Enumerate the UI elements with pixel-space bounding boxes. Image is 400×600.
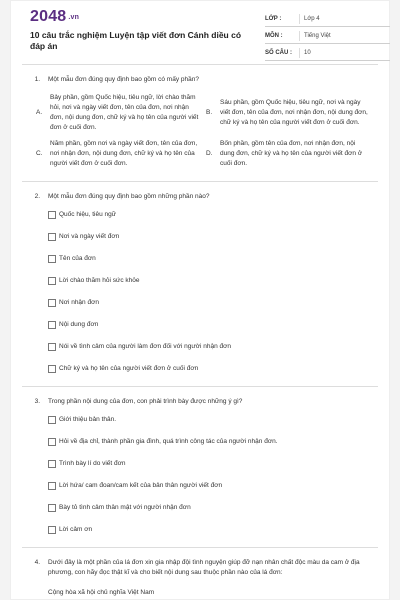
checkbox-option[interactable]	[48, 232, 378, 242]
checkbox[interactable]	[48, 438, 56, 446]
meta-label: SỐ CÂU :	[265, 50, 292, 56]
checkbox-option[interactable]	[48, 342, 378, 352]
checkbox-label: Nơi nhận đơn	[59, 299, 99, 306]
choice-letter: D.	[206, 150, 213, 157]
question-2	[22, 192, 378, 374]
question-text: Trong phần nội dung của đơn, con phải trình bày được những ý gì?	[48, 398, 243, 405]
meta-row-subject	[265, 29, 390, 44]
checkbox[interactable]	[48, 460, 56, 468]
checkbox-option[interactable]	[48, 210, 378, 220]
checkbox-label: Giới thiệu bản thân.	[59, 416, 117, 423]
meta-row-count	[265, 46, 390, 61]
meta-label: LỚP :	[265, 16, 282, 22]
checkbox[interactable]	[48, 482, 56, 490]
choice-grid	[22, 93, 378, 169]
checkbox-label: Trình bày lí do viết đơn	[59, 460, 126, 467]
question-number: 4.	[34, 559, 40, 566]
checkbox-label: Nơi và ngày viết đơn	[59, 233, 120, 240]
checkbox-option[interactable]	[48, 437, 378, 447]
question-text: Dưới đây là một phần của lá đơn xin gia nhập đội tình nguyện giúp đỡ nạn nhân chất độc màu da cam ở địa phương, con hãy đọc thật kĩ và cho biết nội dung sau thuộc phần nào của lá đơn:	[48, 559, 360, 576]
checkbox-option[interactable]	[48, 298, 378, 308]
brand-logo-suffix: .vn	[68, 14, 80, 21]
question-3	[22, 397, 378, 535]
divider	[22, 181, 378, 182]
choice-letter: A.	[36, 109, 43, 116]
quoted-line: Cộng hòa xã hội chủ nghĩa Việt Nam	[48, 589, 155, 596]
checkbox[interactable]	[48, 277, 56, 285]
checkbox[interactable]	[48, 416, 56, 424]
meta-value: 10	[299, 48, 311, 58]
checkbox[interactable]	[48, 526, 56, 534]
question-1	[22, 75, 378, 169]
choice-d[interactable]	[206, 139, 370, 169]
document-header	[22, 8, 378, 65]
document-meta	[265, 12, 390, 63]
checkbox-label: Lời cảm ơn	[59, 526, 93, 533]
checkbox-list	[22, 210, 378, 374]
brand-logo-text: 2048	[30, 8, 67, 25]
checkbox-option[interactable]	[48, 503, 378, 513]
checkbox[interactable]	[48, 299, 56, 307]
choice-letter: B.	[206, 109, 213, 116]
question-4	[22, 558, 378, 598]
meta-value: Lớp 4	[299, 14, 320, 24]
choice-c[interactable]	[36, 139, 200, 169]
choice-letter: C.	[36, 150, 43, 157]
checkbox[interactable]	[48, 321, 56, 329]
checkbox[interactable]	[48, 211, 56, 219]
checkbox-option[interactable]	[48, 364, 378, 374]
checkbox-option[interactable]	[48, 481, 378, 491]
checkbox-option[interactable]	[48, 459, 378, 469]
meta-row-grade	[265, 12, 390, 27]
checkbox-option[interactable]	[48, 320, 378, 330]
choice-b[interactable]	[206, 93, 370, 133]
checkbox-option[interactable]	[48, 525, 378, 535]
checkbox-option[interactable]	[48, 254, 378, 264]
checkbox[interactable]	[48, 233, 56, 241]
checkbox-label: Nói về tình cảm của người làm đơn đối với người nhận đơn	[59, 343, 232, 350]
brand-logo[interactable]	[30, 8, 79, 26]
checkbox-label: Chữ ký và họ tên của người viết đơn ở cuối đơn	[59, 365, 199, 372]
checkbox-label: Bày tỏ tình cảm thân mật với người nhận đơn	[59, 504, 191, 511]
checkbox[interactable]	[48, 255, 56, 263]
checkbox[interactable]	[48, 504, 56, 512]
page-title: 10 câu trắc nghiệm Luyện tập viết đơn Cánh diều có đáp án	[30, 30, 242, 51]
choice-text: Sáu phần, gồm Quốc hiệu, tiêu ngữ, nơi và ngày viết đơn, tên của đơn, nơi nhận đơn, nội dung đơn, chữ ký và họ tên của người viết đơn ở cuối đơn.	[220, 99, 368, 126]
choice-a[interactable]	[36, 93, 200, 133]
checkbox-option[interactable]	[48, 415, 378, 425]
checkbox[interactable]	[48, 343, 56, 351]
meta-value: Tiếng Việt	[299, 31, 331, 41]
divider	[22, 547, 378, 548]
checkbox-label: Lời chào thăm hỏi sức khỏe	[59, 277, 140, 284]
question-number: 1.	[34, 76, 40, 83]
choice-text: Bảy phần, gồm Quốc hiệu, tiêu ngữ, lời chào thăm hỏi, nơi và ngày viết đơn, tên của đơn, nơi nhận đơn, nội dung đơn, chữ ký và họ tên của người viết đơn ở cuối đơn.	[50, 94, 199, 131]
checkbox-label: Nội dung đơn	[59, 321, 99, 328]
checkbox-option[interactable]	[48, 276, 378, 286]
checkbox-label: Lời hứa/ cam đoan/cam kết của bản thân người viết đơn	[59, 482, 223, 489]
checkbox-label: Quốc hiệu, tiêu ngữ	[59, 211, 117, 218]
checkbox-list	[22, 415, 378, 535]
document-page	[10, 0, 390, 600]
divider	[22, 386, 378, 387]
checkbox[interactable]	[48, 365, 56, 373]
question-number: 3.	[34, 398, 40, 405]
choice-text: Bốn phần, gồm tên của đơn, nơi nhận đơn, nội dung đơn, chữ ký và họ tên của người viết đơn ở cuối đơn.	[220, 140, 363, 167]
question-number: 2.	[34, 193, 40, 200]
question-text: Một mẫu đơn đúng quy định bao gồm những phần nào?	[48, 193, 210, 200]
meta-label: MÔN :	[265, 33, 283, 39]
choice-text: Năm phần, gồm nơi và ngày viết đơn, tên của đơn, nơi nhận đơn, nội dung đơn, chữ ký và họ tên của người viết đơn ở cuối đơn.	[50, 140, 198, 167]
checkbox-label: Tên của đơn	[59, 255, 96, 262]
checkbox-label: Hỏi về địa chỉ, thành phần gia đình, quá trình công tác của người nhận đơn.	[59, 438, 278, 445]
question-text: Một mẫu đơn đúng quy định bao gồm có mấy phần?	[48, 76, 199, 83]
